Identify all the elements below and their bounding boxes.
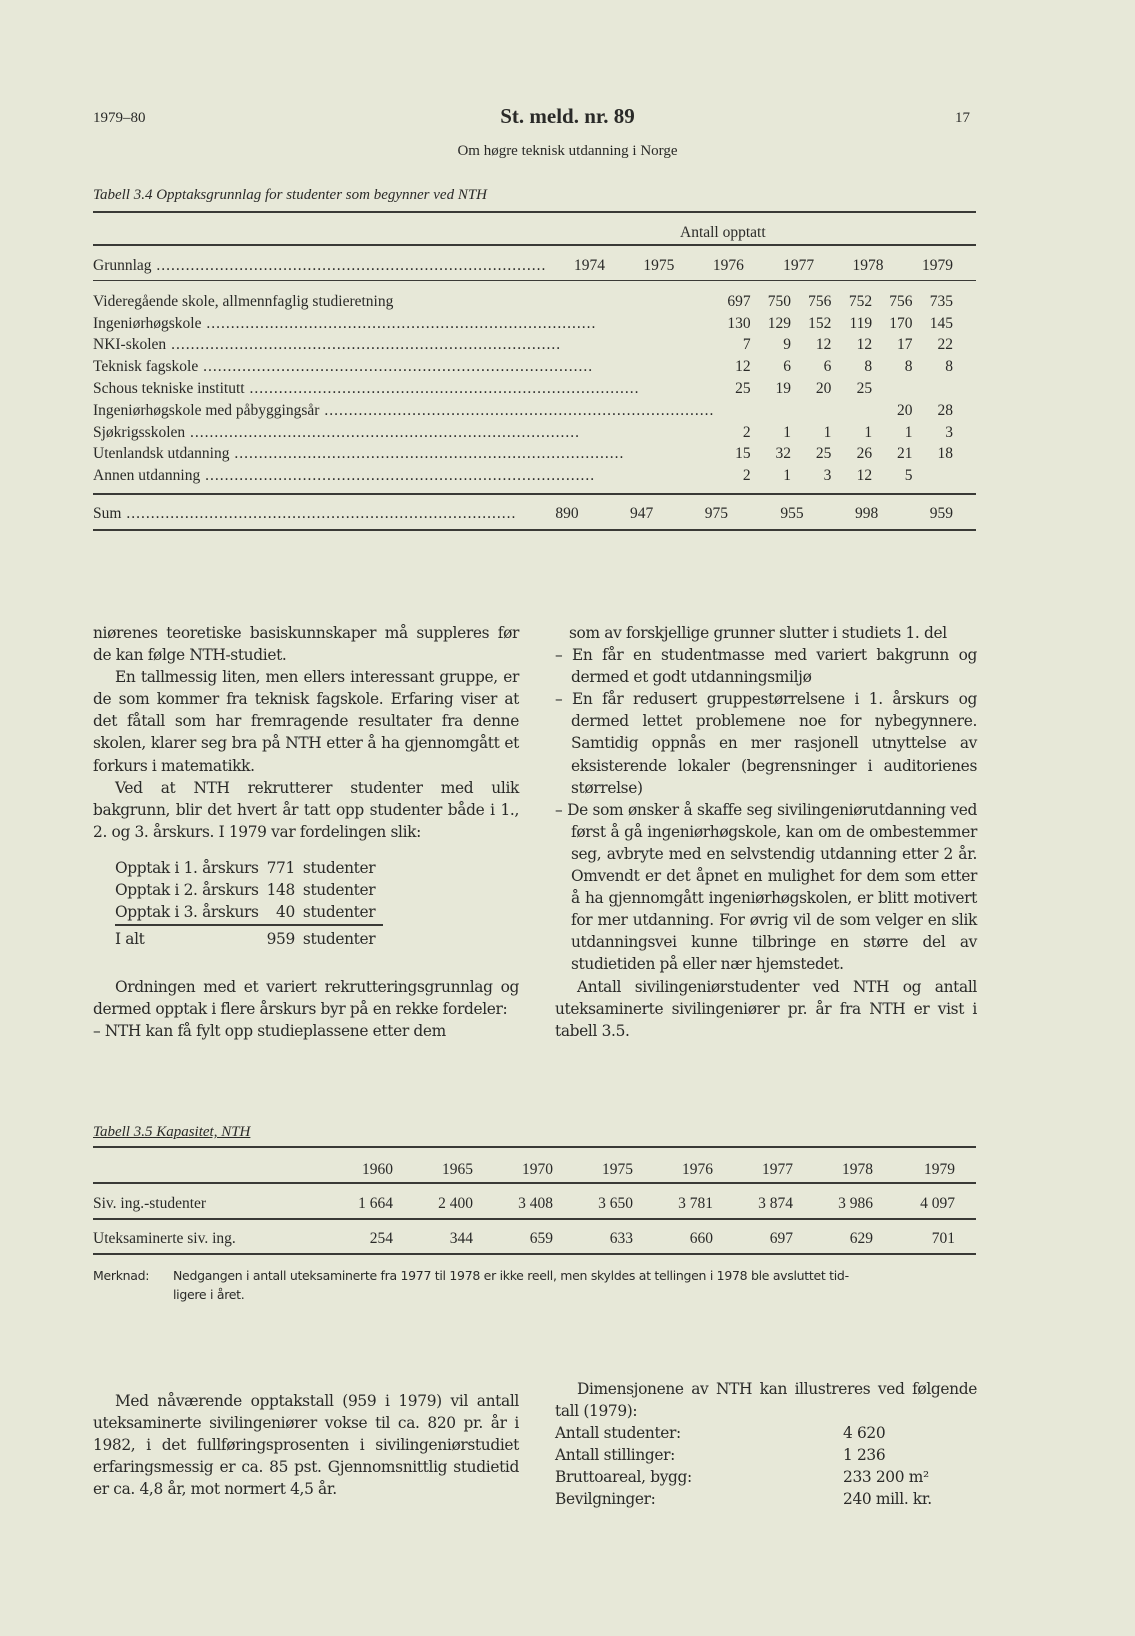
cell [791,400,831,422]
row-label: Videregående skole, allmennfaglig studieretning [93,292,394,310]
row-label: Annen utdanning ..... [93,467,714,485]
document-subtitle: Om høgre teknisk utdanning i Norge [457,143,678,159]
cell: 3 781 [678,1194,713,1212]
table-3-4-header [93,255,953,277]
dimension-row [555,1422,932,1444]
table-3-4-caption: Tabell 3.4 Opptaksgrunnlag for studenter som begynner ved NTH [93,187,488,203]
cell: 756 [808,292,832,310]
table-3-4-sum [93,503,953,525]
cell: 1 [864,423,873,441]
cell: 2 [742,423,751,441]
paragraph: Med nåværende opptakstall (959 i 1979) vil antall uteksaminerte sivilingeniører vokse til ca. 820 pr. år i 1982, i det fullføringsprosenten i sivilingeniørstudiet erfaringsmessig er ca. 85 pst. Gjennomsnittlig studietid er ca. 4,8 år, mot normert 4,5 år. [93,1392,519,1499]
allocation-table [115,857,383,950]
cell: 6 [823,358,832,376]
row-label: Ingeniørhøgskole ..... [93,315,714,333]
table-row [93,444,953,466]
cell: 25 [815,445,832,463]
allocation-unit: studenter [302,880,376,899]
sum-row [93,503,953,525]
allocation-total-unit: studenter [303,925,383,950]
row-label: NKI-skolen ..... [93,336,714,354]
row-label: Teknisk fagskole ..... [93,358,714,376]
year-header: 1974 [573,256,605,274]
bullet-item: – En får en studentmasse med variert bakgrunn og dermed et godt utdanningsmiljø [555,646,977,687]
dimension-label: Bevilgninger: [555,1490,656,1509]
table-row [93,1193,955,1215]
cell: 660 [689,1229,713,1247]
cell: 170 [889,314,913,332]
cell: 8 [945,358,953,376]
table-row [93,291,953,313]
allocation-total-label: I alt [115,925,267,950]
allocation-value: 771 [266,858,295,877]
year-header: 1979 [922,256,953,274]
table-3-4-subheader-rule [93,280,976,281]
cell: 735 [929,292,953,310]
table-3-4-group-header: Antall opptatt [680,224,766,241]
note-text: Nedgangen i antall uteksaminerte fra 1977 til 1978 er ikke reell, men skyldes at tellingen i 1978 ble avsluttet tid- [173,1268,849,1283]
year-header: 1976 [712,256,744,274]
cell: 152 [808,314,832,332]
year-header: 1960 [362,1160,393,1178]
cell: 6 [783,358,791,376]
cell: 25 [856,380,873,398]
cell: 25 [735,380,751,398]
paragraph: Ved at NTH rekrutterer studenter med ulik bakgrunn, blir det hvert år tatt opp studenter både i 1., 2. og 3. årskurs. I 1979 var fordelingen slik: [93,778,519,841]
paragraph: En tallmessig liten, men ellers interessant gruppe, er de som kommer fra teknisk fagskole. Erfaring viser at det fåtall som har fremragende resultater fra denne skolen, klarer seg bra på NTH etter å ha gjennomgått et forkurs i matematikk. [93,668,519,775]
cell: 752 [848,292,873,310]
bullet-item: – En får redusert gruppestørrelsene i 1. årskurs og dermed lettet problemene noe for nybegynnere. Samtidig oppnås en mer rasjonell utnyttelse av eksisterende lokaler (begrensninger i auditorienes størrelse) [555,690,977,797]
cell: 28 [937,401,953,419]
allocation-total-value: 959 [267,925,303,950]
allocation-unit: studenter [302,858,376,877]
paragraph: niørenes teoretiske basiskunnskaper må suppleres før de kan følge NTH-studiet. [93,624,519,665]
table-row [93,378,953,400]
row-label: Utenlandsk utdanning ..... [93,445,714,463]
year-header: 1978 [852,256,884,274]
bottom-right-column [555,1378,977,1510]
cell: 998 [855,504,879,522]
dimension-row [555,1466,932,1488]
cell: 130 [727,314,751,332]
cell: 19 [775,380,791,398]
paragraph: Dimensjonene av NTH kan illustreres ved følgende tall (1979): [555,1380,977,1421]
cell: 344 [449,1229,473,1247]
bullet-continuation: som av forskjellige grunner slutter i studiets 1. del [569,624,947,642]
right-column [555,622,977,1042]
cell [913,378,953,400]
cell [751,400,791,422]
cell: 119 [849,314,873,332]
year-header: 1978 [842,1160,873,1178]
cell: 1 664 [358,1194,393,1212]
allocation-label: Opptak i 1. årskurs [115,858,259,877]
table-3-5-row-2 [93,1228,955,1250]
dimension-label: Bruttoareal, bygg: [555,1468,692,1487]
table-3-5-header [93,1159,955,1181]
year-header: 1977 [783,256,815,274]
allocation-unit: studenter [302,902,376,921]
cell: 959 [929,504,953,522]
note-continuation: ligere i året. [173,1287,245,1302]
table-row [93,313,953,335]
cell: 629 [849,1229,873,1247]
dimensions-table [555,1422,932,1510]
cell: 756 [889,292,913,310]
cell: 21 [897,445,913,463]
year-header: 1975 [602,1160,633,1178]
year-header: 1979 [924,1160,955,1178]
note-label: Merknad: [93,1268,150,1283]
cell: 3 [945,423,953,441]
dimension-row [555,1444,932,1466]
table-3-5-bottom-rule [93,1253,976,1255]
year-header: 1970 [522,1160,553,1178]
cell: 3 [823,467,832,485]
dimension-label: Antall studenter: [555,1424,681,1443]
table-3-4-sum-rule [93,493,976,495]
dimension-row [555,1488,932,1510]
cell: 22 [937,336,953,354]
cell: 32 [775,445,791,463]
table-3-5-row-1 [93,1193,955,1215]
cell [913,465,953,487]
allocation-row [115,901,383,925]
cell [831,400,872,422]
row-label: Sjøkrigsskolen ..... [93,424,714,442]
table-row [93,400,953,422]
cell: 145 [929,314,953,332]
cell: 7 [742,336,751,354]
cell: 15 [735,445,751,463]
cell: 975 [704,504,728,522]
cell: 3 408 [518,1194,553,1212]
document-title: St. meld. nr. 89 [500,104,635,128]
table-row [93,422,953,444]
cell: 12 [856,467,873,485]
cell: 697 [727,292,751,310]
cell: 5 [904,467,913,485]
left-column [93,622,519,1042]
session-year: 1979–80 [93,110,146,126]
grunnlag-header: Grunnlag ..... [93,257,546,275]
cell: 659 [529,1229,553,1247]
year-header: 1976 [682,1160,713,1178]
cell [872,378,912,400]
allocation-label: Opptak i 3. årskurs [115,902,259,921]
table-3-5-top-rule [93,1146,976,1148]
cell: 2 [742,467,751,485]
row-label: Ingeniørhøgskole med påbyggingsår ..... [93,402,714,420]
table-3-4-bottom-rule [93,529,976,531]
cell: 1 [904,423,913,441]
table-header-row [93,255,953,277]
dimension-value: 240 mill. kr. [843,1490,932,1509]
table-header-row [93,1159,955,1181]
cell: 955 [780,504,804,522]
cell: 17 [897,336,913,354]
cell: 8 [904,358,913,376]
allocation-total-row [115,925,383,950]
cell: 3 986 [838,1194,873,1212]
cell: 750 [767,292,791,310]
cell: 947 [630,504,654,522]
cell: 12 [856,336,873,354]
cell: 12 [735,358,751,376]
table-3-4-header-rule [93,244,976,246]
cell: 1 [783,423,791,441]
table-row [93,465,953,487]
table-row [93,356,953,378]
cell: 1 [783,467,791,485]
table-3-4-top-rule [93,211,976,213]
table-3-4-body [93,291,953,487]
allocation-row [115,857,383,879]
cell: 9 [783,336,791,354]
cell: 1 [823,423,832,441]
allocation-row [115,879,383,901]
bottom-left-column [93,1390,519,1500]
allocation-label: Opptak i 2. årskurs [115,880,259,899]
page-number: 17 [955,110,970,126]
table-3-5-header-rule [93,1182,976,1184]
cell: 890 [555,504,579,522]
cell [714,400,750,422]
dimension-value: 1 236 [843,1446,886,1465]
dimension-label: Antall stillinger: [555,1446,676,1465]
row-label: Uteksaminerte siv. ing. [93,1229,236,1247]
cell: 2 400 [438,1194,473,1212]
paragraph: Antall sivilingeniørstudenter ved NTH og antall uteksaminerte sivilingeniører pr. år fra NTH er vist i tabell 3.5. [555,977,977,1040]
year-header: 1975 [643,256,675,274]
cell: 8 [864,358,873,376]
row-label: Schous tekniske institutt ..... [93,380,714,398]
cell: 4 097 [920,1194,955,1212]
cell: 3 874 [758,1194,793,1212]
table-3-5-note [93,1266,943,1304]
cell: 20 [897,401,913,419]
cell: 12 [815,336,832,354]
table-row [93,335,953,357]
sum-label: Sum ..... [93,505,516,523]
cell: 26 [856,445,873,463]
table-3-5-caption: Tabell 3.5 Kapasitet, NTH [93,1124,251,1140]
paragraph: Ordningen med et variert rekrutteringsgrunnlag og dermed opptak i flere årskurs byr på en rekke fordeler: [93,977,519,1019]
dimension-value: 4 620 [843,1424,886,1443]
cell: 18 [937,445,953,463]
row-label: Siv. ing.-studenter [93,1194,207,1212]
dimension-value: 233 200 m² [843,1468,929,1487]
allocation-value: 40 [276,902,295,921]
cell: 3 650 [598,1194,633,1212]
year-header: 1977 [762,1160,793,1178]
allocation-value: 148 [266,880,295,899]
cell: 129 [767,314,791,332]
cell: 20 [815,380,832,398]
table-row [93,1228,955,1250]
cell: 633 [609,1229,633,1247]
cell: 254 [369,1229,393,1247]
cell: 701 [931,1229,955,1247]
cell: 697 [769,1229,793,1247]
bullet-item: – De som ønsker å skaffe seg sivilingeniørutdanning ved først å gå ingeniørhøgskole, kan om de ombestemmer seg, avbryte med en selvstendig utdanning etter 2 år. Omvendt er det åpnet en mulighet for dem som etter å ha gjennomgått ingeniørhøgskolen, er blitt motivert for mer utdanning. For øvrig vil de som velger en slik utdanningsvei kunne tilbringe en større del av studietiden på eller nær hjemstedet. [555,800,977,974]
year-header: 1965 [442,1160,473,1178]
bullet-item: – NTH kan få fylt opp studieplassene etter dem [93,1022,446,1041]
table-3-5-mid-rule [93,1218,976,1220]
